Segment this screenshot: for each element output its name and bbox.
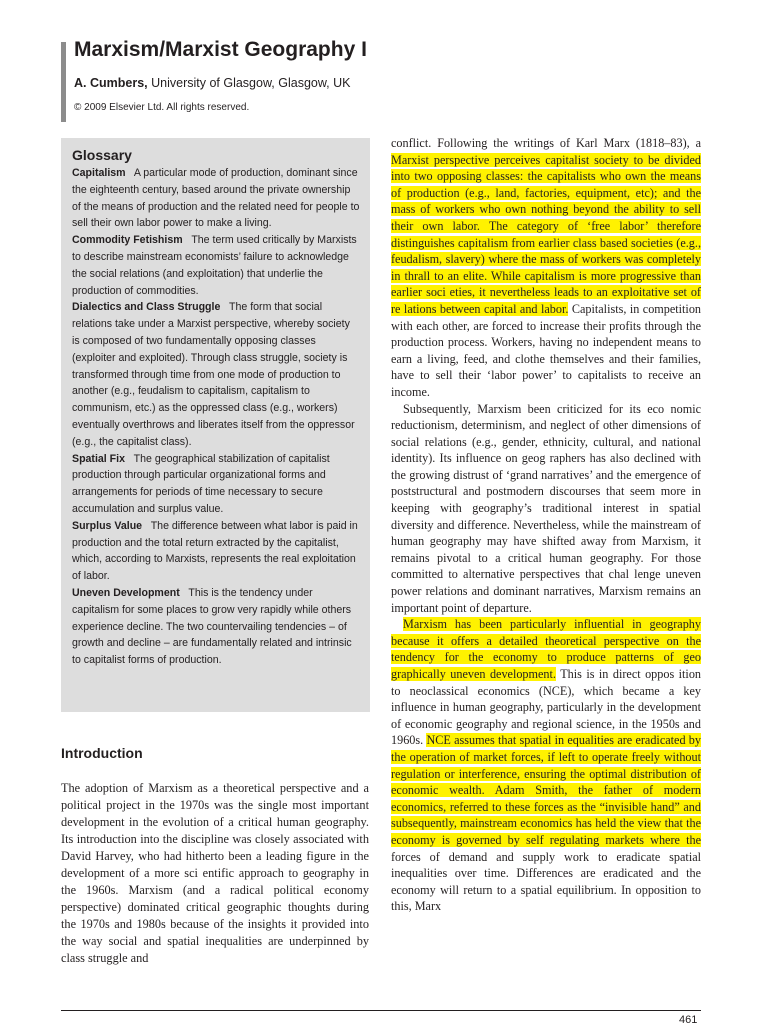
title-accent-bar xyxy=(61,42,66,122)
highlighted-passage: Marxism has been particularly influential in geography because it offers a detailed theoretical perspective on the tendency for the economy to produce patterns of geo graphically uneven development. xyxy=(391,617,701,681)
glossary-entry xyxy=(72,299,360,450)
introduction-heading: Introduction xyxy=(61,745,143,761)
body-text: conflict. Following the writings of Karl Marx (1818–83), a xyxy=(391,136,701,150)
glossary-term: Commodity Fetishism xyxy=(72,234,183,247)
author-affiliation: University of Glasgow, Glasgow, UK xyxy=(147,76,351,90)
body-paragraph: Subsequently, Marxism been criticized for its eco nomic reductionism, determinism, and neglect of other dimensions of social relations (e.g., gender, ethnicity, cultural, and national identity). Its influence on geog raphers has also declined with the growing distrust of ‘grand narratives’ and the emergence of poststructural and postmodern discourses that seem more in keeping with geography’s traditional interest in spatial diversity and difference. Nevertheless, while the mainstream of human geography may have shifted away from Marxism, it remains pivotal to a critical human geography. For those committed to alternative perspectives that chal lenge uneven power relations and dominant narratives, Marxism remains an important point of departure. xyxy=(391,401,701,615)
glossary-definition: The form that social relations take under a Marxist perspective, whereby society is composed of two fundamentally opposing classes (exploiter and exploited). Through class struggle, society is transformed through time from one mode of production to another (e.g., feudalism to capitalism, capitalism to communism, etc.) as the oppressed class (e.g., workers) eventually overthrows and liberates itself from the oppressor (e.g., the capitalist class). xyxy=(72,301,355,448)
glossary-term: Uneven Development xyxy=(72,586,180,599)
glossary-term: Dialectics and Class Struggle xyxy=(72,301,221,314)
glossary-entry xyxy=(72,451,360,518)
body-text: This is in direct oppos ition to neoclassical economics (NCE), which became a key influence in human geography, particularly in the development of economic geography and regional science, in the 1950s and 1960s. xyxy=(391,667,702,748)
glossary-entry xyxy=(72,518,360,585)
glossary-entry xyxy=(72,165,360,232)
right-column-text xyxy=(391,135,701,915)
copyright-notice: © 2009 Elsevier Ltd. All rights reserved. xyxy=(74,102,250,113)
page-number: 461 xyxy=(679,1014,698,1024)
highlighted-passage: Marxist perspective perceives capitalist society to be divided into two opposing classes: the capitalists who own the means of production (e.g., land, factories, equipment, etc); and the mass of workers who own nothing beyond the ability to sell their own labor. The category of ‘free labor’ therefore distinguishes capitalism from earlier class based societies (e.g., feudalism, slavery) where the mass of workers was completely in thrall to an elite. While capitalism is more progressive than earlier soci eties, it nevertheless leads to an exploitative set of re lations between capital and labor. xyxy=(391,152,701,316)
body-text: forces of demand and supply work to eradicate spatial inequalities over time. Differences are eradicated and the economy will return to a spatial equilibrium. In opposition to this, Marx xyxy=(391,849,701,914)
glossary-box xyxy=(61,138,370,712)
body-text: Capitalists, in competition with each other, are forced to increase their profits through the production process. Workers, having no independent means to earn a living, feed, and clothe themselves and their families, have to sell their ‘labor power’ to capitalists to receive an income. xyxy=(391,301,702,399)
author-name: A. Cumbers, xyxy=(74,76,148,90)
author-line xyxy=(74,76,351,90)
glossary-term: Surplus Value xyxy=(72,519,143,532)
glossary-term: Capitalism xyxy=(72,167,126,179)
glossary-definition: The geographical stabilization of capitalist production through particular organizational forms and arrangements for periods of time necessary to secure accumulation and surplus value. xyxy=(72,452,330,515)
glossary-definition: A particular mode of production, dominant since the eighteenth century, based around the private ownership of the means of production and the related need for people to sell their own labor power to make a living. xyxy=(72,167,360,230)
glossary-entry xyxy=(72,232,360,299)
body-paragraph xyxy=(391,135,701,401)
glossary-entry xyxy=(72,585,360,669)
footer-rule xyxy=(61,1010,701,1011)
introduction-paragraph: The adoption of Marxism as a theoretical perspective and a political project in the 1970s was the single most important development in the evolution of a critical human geography. Its introduction into the discipline was closely associated with David Harvey, who had hitherto been a leading figure in the development of a more sci entific approach to geography in the 1960s. Marxism (and a radical political economy perspective) dominated critical geographic thoughts during the 1970s and 1980s because of the insights it provided into the way social and spatial inequalities are underpinned by class struggle and xyxy=(61,781,369,965)
glossary-definition: This is the tendency under capitalism for some places to grow very rapidly while others experience decline. The two countervailing tendencies – of growth and decline – are fundamentally related and intrinsic to capitalist forms of production. xyxy=(72,586,352,667)
body-paragraph xyxy=(391,616,701,915)
glossary-definition: The term used critically by Marxists to describe mainstream economists’ failure to acknowledge the social relations (and exploitation) that underlie the production of commodities. xyxy=(72,234,357,297)
article-title: Marxism/Marxist Geography I xyxy=(74,38,367,61)
glossary-term: Spatial Fix xyxy=(72,452,125,465)
glossary-heading: Glossary xyxy=(72,147,132,163)
highlighted-passage: NCE assumes that spatial in equalities are eradicated by the operation of market forces, if left to operate freely without regulation or interference, ensuring the optimal distribution of economic wealth. Adam Smith, the father of modern economics, referred to these forces as the “invisible hand” and subsequently, mainstream economics has held the view that the economy is governed by self regulating markets where the xyxy=(391,733,701,847)
glossary-definition: The difference between what labor is paid in production and the total return extracted by the capitalist, which, according to Marxists, represents the real exploitation of labor. xyxy=(72,519,358,583)
